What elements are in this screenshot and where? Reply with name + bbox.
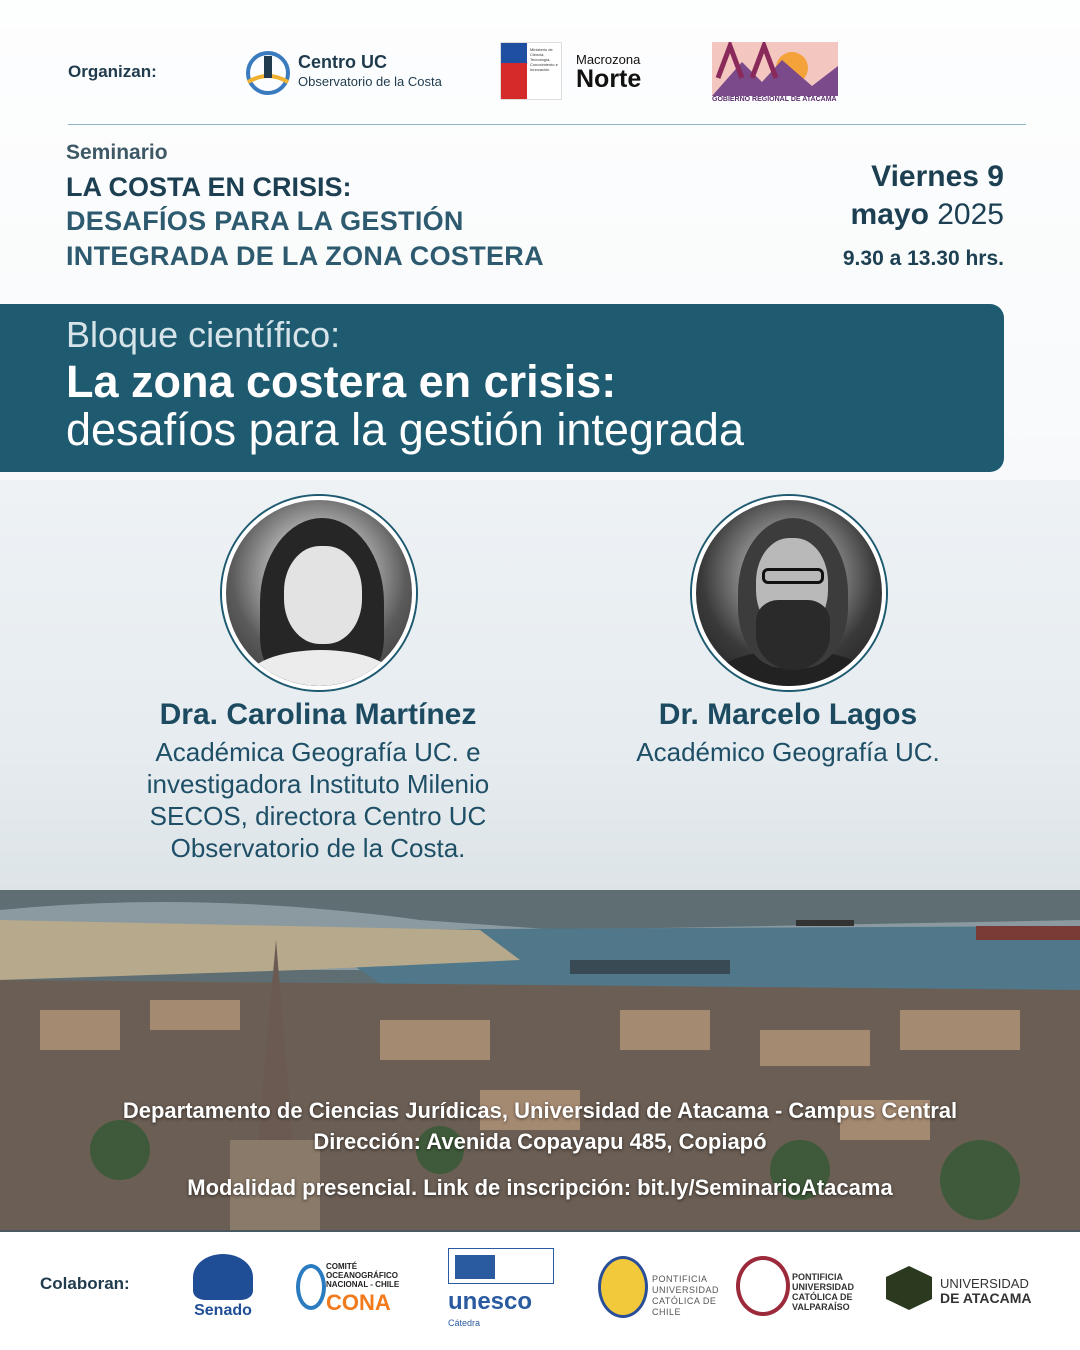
speaker-name: Dra. Carolina Martínez (159, 698, 477, 731)
unesco-sub-text: Cátedra (448, 1318, 481, 1328)
macrozona-line2: Norte (576, 65, 642, 93)
puc-text: PONTIFICIA UNIVERSIDAD CATÓLICA DE CHILE (652, 1274, 720, 1317)
event-day: Viernes 9 (871, 160, 1004, 193)
pucv-text: PONTIFICIA UNIVERSIDAD CATÓLICA DE VALPARAÍSO (792, 1272, 855, 1312)
block-title-line1: La zona costera en crisis: (66, 356, 617, 407)
macrozona-line1: Macrozona (576, 52, 641, 67)
speaker-role-line: Académico Geografía UC. (636, 737, 940, 767)
puc-logo (598, 1256, 728, 1322)
speaker-photo-martinez (222, 496, 416, 690)
unesco-temple-icon (448, 1248, 554, 1284)
cona-text: CONA (326, 1290, 391, 1315)
uda-line1: UNIVERSIDAD (940, 1276, 1029, 1291)
unesco-logo (448, 1248, 558, 1332)
cona-small-text: COMITÉ OCEANOGRÁFICO NACIONAL - CHILE (326, 1262, 400, 1289)
ministerio-logo (500, 42, 562, 100)
centro-uc-subtitle: Observatorio de la Costa (298, 74, 442, 89)
speaker-role (578, 736, 998, 768)
speaker-role-line: Observatorio de la Costa. (170, 833, 466, 863)
speaker-role-line: investigadora Instituto Milenio (146, 769, 490, 799)
senado-logo (186, 1254, 260, 1320)
cona-ring-icon (296, 1264, 326, 1310)
event-month: mayo (850, 198, 929, 231)
cona-logo (296, 1260, 410, 1316)
speaker-role-line: SECOS, directora Centro UC (149, 801, 487, 831)
centro-uc-name: Centro UC (298, 52, 387, 72)
senado-crest-icon (193, 1254, 253, 1300)
speaker-role-line: Académica Geografía UC. e (155, 737, 481, 767)
puc-seal-icon (598, 1256, 648, 1318)
event-year: 2025 (937, 198, 1004, 231)
pucv-logo (736, 1256, 866, 1322)
speaker-photo-lagos (692, 496, 886, 690)
uda-logo (886, 1266, 1046, 1310)
event-title-line3: INTEGRADA DE LA ZONA COSTERA (66, 241, 544, 271)
gobierno-atacama-logo (712, 42, 838, 104)
event-kind: Seminario (66, 141, 168, 164)
macrozona-logo (576, 52, 641, 91)
ministerio-text: Ministerio de Ciencia, Tecnología, Conocimiento e Innovación (530, 47, 558, 72)
registration-text: Modalidad presencial. Link de inscripción: bit.ly/SeminarioAtacama (187, 1175, 893, 1200)
block-banner (0, 304, 1004, 472)
collaborators-label: Colaboran: (40, 1274, 130, 1293)
venue-text: Departamento de Ciencias Jurídicas, Universidad de Atacama - Campus Central (122, 1098, 958, 1123)
event-title-line2: DESAFÍOS PARA LA GESTIÓN (66, 206, 464, 236)
speaker-role (88, 736, 548, 864)
uda-shield-icon (886, 1266, 932, 1310)
lighthouse-icon (244, 50, 292, 96)
block-label: Bloque científico: (66, 314, 341, 355)
speaker-name: Dr. Marcelo Lagos (658, 698, 918, 731)
block-title-line2: desafíos para la gestión integrada (66, 404, 744, 455)
gobierno-text: GOBIERNO REGIONAL DE ATACAMA (712, 96, 837, 103)
event-title-line1: LA COSTA EN CRISIS: (66, 172, 352, 202)
header-divider (68, 124, 1026, 125)
event-time: 9.30 a 13.30 hrs. (842, 247, 1004, 270)
uda-line2: DE ATACAMA (940, 1290, 1032, 1306)
senado-text: Senado (194, 1302, 252, 1319)
address-text: Dirección: Avenida Copayapu 485, Copiapó (313, 1129, 767, 1154)
organizers-label: Organizan: (68, 62, 157, 81)
unesco-text: unesco (448, 1288, 533, 1315)
centro-uc-logo (244, 50, 464, 96)
pucv-seal-icon (736, 1256, 790, 1316)
event-month-year (851, 198, 1004, 232)
